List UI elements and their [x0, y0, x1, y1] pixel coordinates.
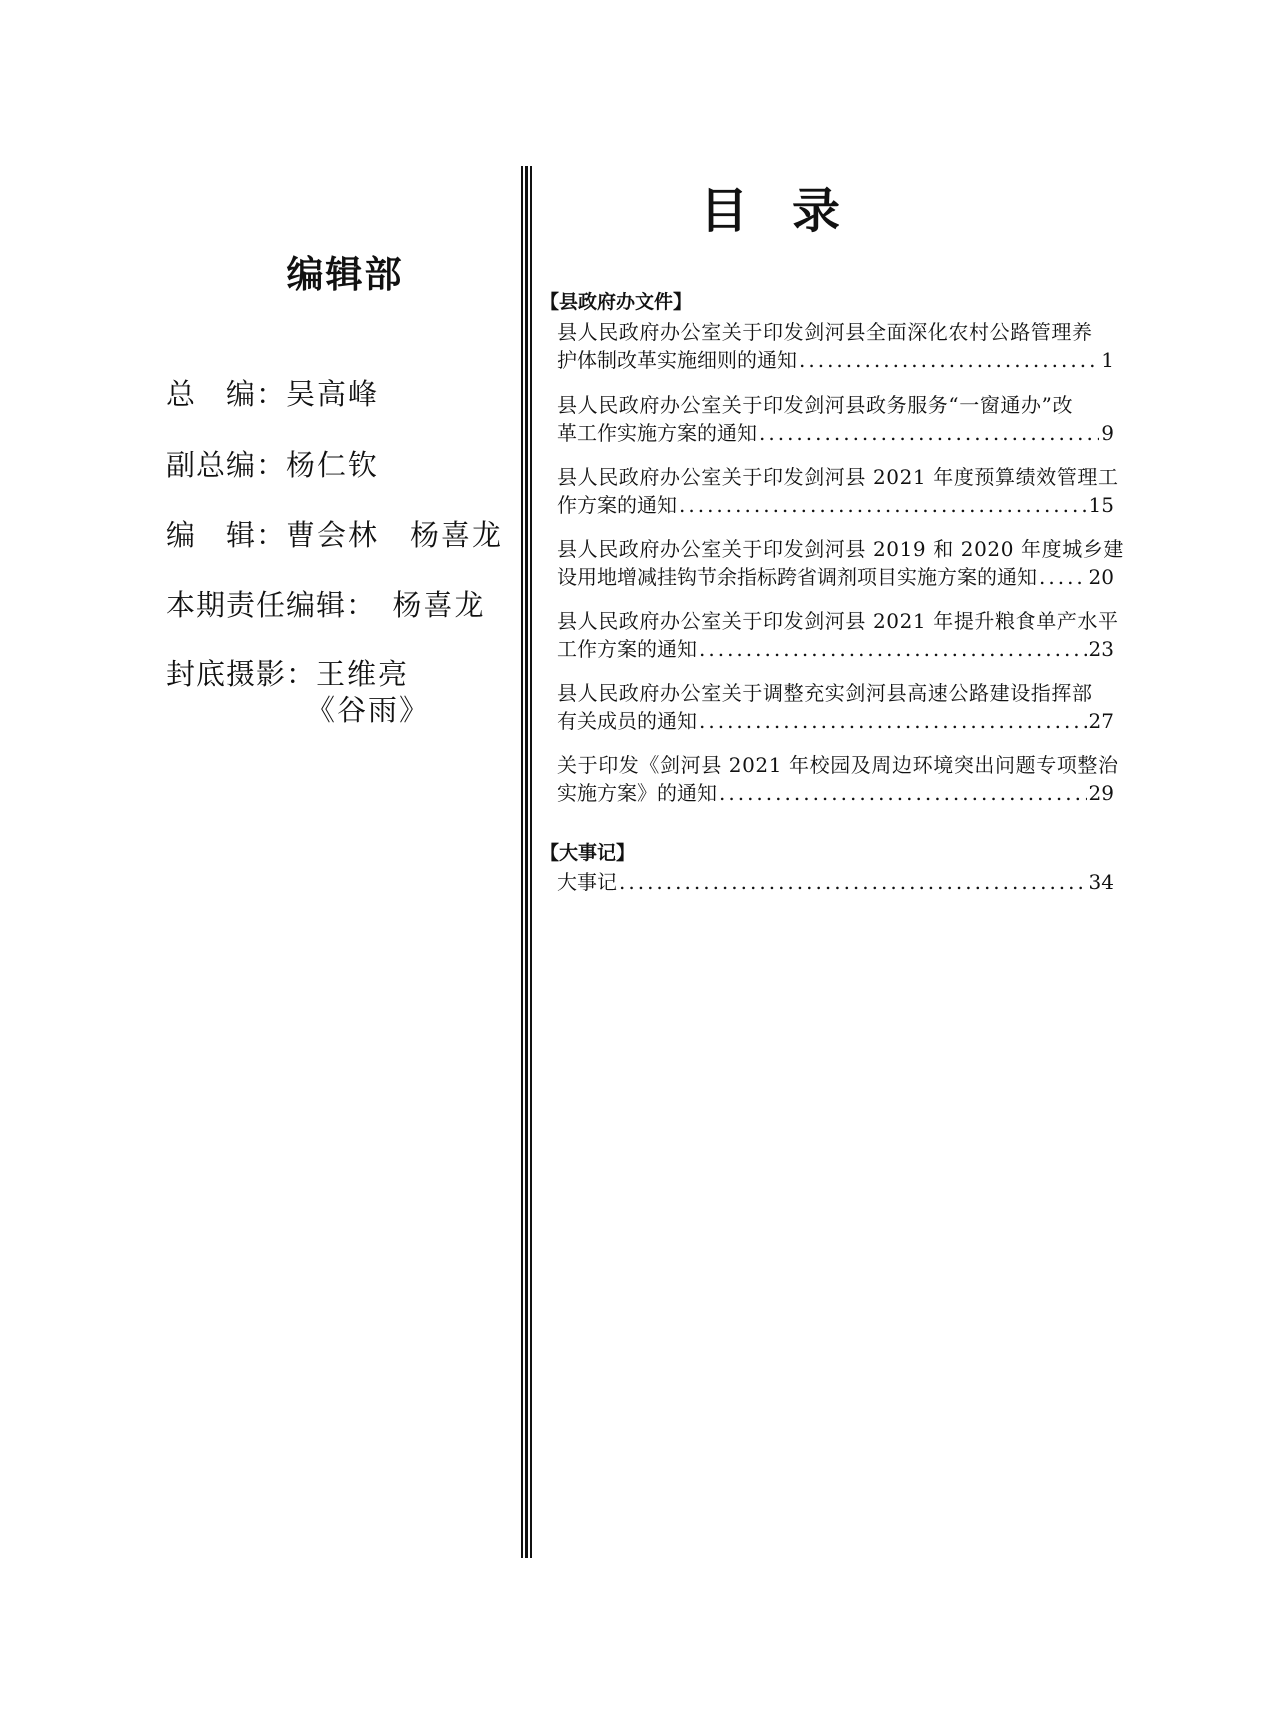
staff-label: 副总编： — [166, 448, 287, 482]
toc-entry-line1: 县人民政府办公室关于调整充实剑河县高速公路建设指挥部 — [557, 681, 1093, 705]
staff-row-issue-editor — [166, 583, 486, 624]
toc-section-heading: 【大事记】 — [540, 842, 636, 864]
toc-entry-line2: 工作方案的通知 — [557, 637, 697, 661]
toc-page-number: 34 — [1088, 870, 1114, 894]
toc-leader-dots — [699, 635, 1087, 663]
toc-entry-line2: 实施方案》的通知 — [557, 781, 717, 805]
staff-label: 本期责任编辑： — [166, 588, 362, 622]
toc-entry[interactable] — [557, 751, 1119, 807]
toc-leader-dots — [719, 779, 1087, 807]
toc-entry-line1: 关于印发《剑河县 2021 年校园及周边环境突出问题专项整治 — [557, 753, 1119, 777]
toc-page-number: 27 — [1088, 709, 1114, 733]
toc-entry[interactable] — [557, 318, 1114, 374]
toc-entry-line2: 有关成员的通知 — [557, 709, 697, 733]
toc-entry-line1: 县人民政府办公室关于印发剑河县政务服务“一窗通办”改 — [557, 393, 1074, 417]
toc-leader-dots — [799, 346, 1099, 374]
toc-leader-dots — [759, 419, 1099, 447]
staff-value: 王维亮 — [316, 657, 410, 691]
toc-leader-dots — [619, 868, 1087, 896]
toc-page-number: 9 — [1101, 421, 1114, 445]
toc-section-heading: 【县政府办文件】 — [540, 291, 693, 313]
toc-page-number: 1 — [1101, 348, 1114, 372]
staff-value: 杨喜龙 — [361, 588, 486, 622]
toc-entry-line2: 护体制改革实施细则的通知 — [557, 348, 797, 372]
staff-value: 吴高峰 — [286, 377, 380, 411]
toc-entry-line1: 县人民政府办公室关于印发剑河县全面深化农村公路管理养 — [557, 320, 1093, 344]
toc-entry-line2: 革工作实施方案的通知 — [557, 421, 757, 445]
toc-entry-line1: 县人民政府办公室关于印发剑河县 2021 年度预算绩效管理工 — [557, 465, 1119, 489]
staff-label: 总 编： — [166, 377, 287, 411]
toc-leader-dots — [679, 491, 1087, 519]
toc-entry-line2: 大事记 — [557, 870, 617, 894]
staff-label: 封底摄影： — [166, 657, 317, 691]
toc-entry[interactable] — [557, 679, 1114, 735]
toc-title: 目录 — [700, 183, 885, 239]
editorial-board-title: 编辑部 — [286, 253, 404, 296]
editorial-board — [0, 0, 515, 1719]
staff-value: 曹会林 杨喜龙 — [286, 518, 504, 552]
toc-page-number: 20 — [1088, 565, 1114, 589]
toc-entry[interactable] — [557, 463, 1119, 519]
column-divider — [521, 166, 533, 1558]
toc-entry-line1: 县人民政府办公室关于印发剑河县 2019 和 2020 年度城乡建 — [557, 537, 1125, 561]
staff-row-deputy-editor — [166, 443, 379, 484]
toc-entry[interactable] — [557, 868, 1114, 896]
staff-label: 编 辑： — [166, 518, 287, 552]
toc-entry-line1: 县人民政府办公室关于印发剑河县 2021 年提升粮食单产水平 — [557, 609, 1119, 633]
toc-entry[interactable] — [557, 535, 1125, 591]
toc-entry[interactable] — [557, 607, 1119, 663]
staff-row-editors — [166, 513, 503, 554]
photo-title: 《谷雨》 — [306, 693, 431, 727]
toc-entry[interactable] — [557, 391, 1114, 447]
staff-row-photographer — [166, 652, 409, 693]
toc-entry-line2: 设用地增减挂钩节余指标跨省调剂项目实施方案的通知 — [557, 565, 1037, 589]
staff-row-chief-editor — [166, 372, 379, 413]
toc-leader-dots — [1039, 563, 1087, 591]
toc-page-number: 15 — [1088, 493, 1114, 517]
toc-entry-line2: 作方案的通知 — [557, 493, 677, 517]
toc-page-number: 23 — [1088, 637, 1114, 661]
toc-page-number: 29 — [1088, 781, 1114, 805]
toc-leader-dots — [699, 707, 1087, 735]
staff-value: 杨仁钦 — [286, 448, 380, 482]
